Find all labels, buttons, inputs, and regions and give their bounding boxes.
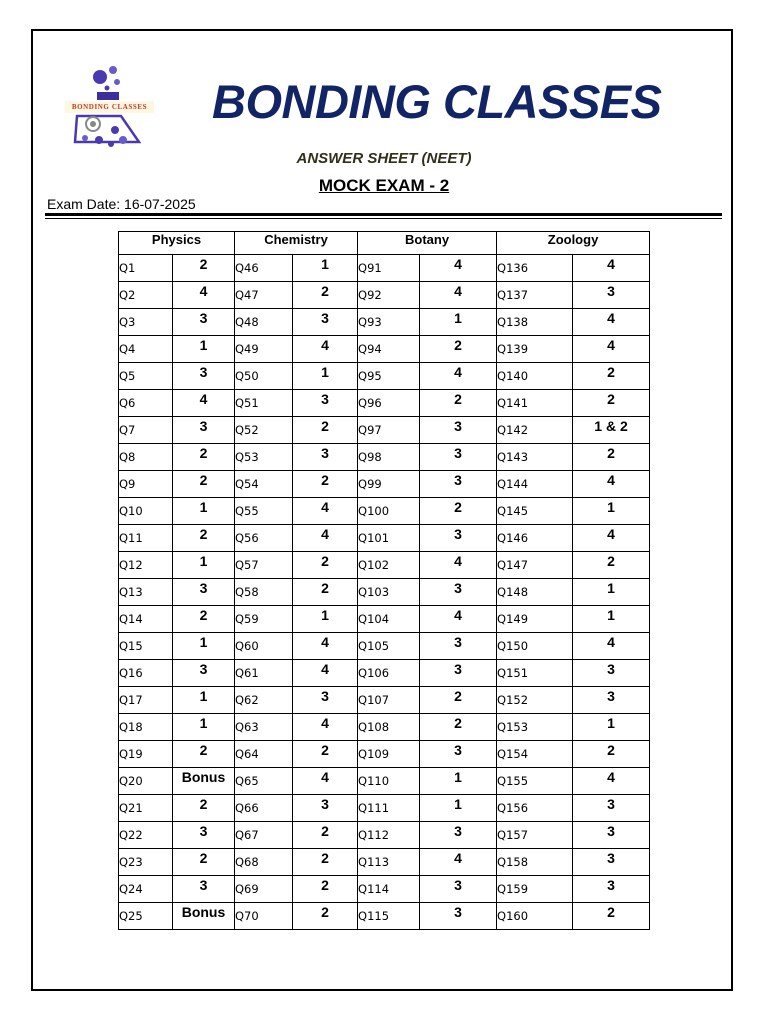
exam-title: MOCK EXAM - 2 [318,176,450,195]
subject-header-row [119,232,650,255]
question-number: Q60 [235,633,293,660]
answer-key: 1 [173,687,235,714]
answer-key: 3 [573,795,650,822]
question-number: Q110 [358,768,420,795]
answer-key: 1 [293,255,358,282]
question-number: Q147 [497,552,573,579]
table-row [119,444,650,471]
question-number: Q115 [358,903,420,930]
question-number: Q56 [235,525,293,552]
question-number: Q48 [235,309,293,336]
answer-key: 1 [293,606,358,633]
answer-key: 3 [420,525,497,552]
question-number: Q142 [497,417,573,444]
answer-key: 3 [420,741,497,768]
answer-key: 4 [420,255,497,282]
question-number: Q21 [119,795,173,822]
table-row [119,282,650,309]
answer-key: 2 [573,390,650,417]
question-number: Q138 [497,309,573,336]
question-number: Q2 [119,282,173,309]
question-number: Q92 [358,282,420,309]
answer-key: 2 [573,552,650,579]
exam-date: Exam Date: 16-07-2025 [47,196,196,212]
table-row [119,417,650,444]
question-number: Q17 [119,687,173,714]
answer-key: 1 [420,768,497,795]
answer-key: 4 [573,768,650,795]
question-number: Q140 [497,363,573,390]
question-number: Q67 [235,822,293,849]
question-number: Q68 [235,849,293,876]
table-row [119,471,650,498]
answer-key: 2 [173,741,235,768]
answer-sheet-subtitle: ANSWER SHEET (NEET) [296,150,472,167]
answer-key: 3 [173,660,235,687]
question-number: Q136 [497,255,573,282]
question-number: Q3 [119,309,173,336]
question-number: Q107 [358,687,420,714]
question-number: Q149 [497,606,573,633]
answer-key: 2 [173,795,235,822]
question-number: Q98 [358,444,420,471]
question-number: Q93 [358,309,420,336]
question-number: Q159 [497,876,573,903]
answer-key: 2 [420,336,497,363]
question-number: Q53 [235,444,293,471]
question-number: Q104 [358,606,420,633]
answer-key: 1 [573,498,650,525]
answer-key: 4 [573,255,650,282]
answer-key: 2 [293,849,358,876]
question-number: Q91 [358,255,420,282]
answer-key: 4 [173,282,235,309]
answer-key: 2 [293,876,358,903]
answer-key: 2 [573,363,650,390]
answer-key: 3 [420,471,497,498]
table-row [119,903,650,930]
answer-key: 2 [173,849,235,876]
answer-key: 2 [293,552,358,579]
answer-key: 3 [420,822,497,849]
question-number: Q113 [358,849,420,876]
answer-key: 1 [420,795,497,822]
answer-key: 1 [293,363,358,390]
question-number: Q63 [235,714,293,741]
answer-key: 4 [293,498,358,525]
answer-key: 1 [573,714,650,741]
answer-key: 3 [293,795,358,822]
answer-key: 3 [573,876,650,903]
question-number: Q57 [235,552,293,579]
question-number: Q5 [119,363,173,390]
answer-key: 4 [420,606,497,633]
question-number: Q144 [497,471,573,498]
question-number: Q102 [358,552,420,579]
question-number: Q155 [497,768,573,795]
question-number: Q66 [235,795,293,822]
answer-key: 4 [573,525,650,552]
question-number: Q148 [497,579,573,606]
answer-key: 1 [573,606,650,633]
question-number: Q1 [119,255,173,282]
question-number: Q95 [358,363,420,390]
table-row [119,795,650,822]
answer-key: 3 [573,660,650,687]
answer-key: 4 [293,336,358,363]
table-row [119,822,650,849]
question-number: Q101 [358,525,420,552]
answer-key: 3 [420,903,497,930]
answer-key: 4 [573,471,650,498]
answer-key: 3 [420,876,497,903]
brand-title: BONDING CLASSES [212,75,662,128]
question-number: Q19 [119,741,173,768]
answer-key: 2 [293,282,358,309]
question-number: Q22 [119,822,173,849]
answer-key: 2 [293,579,358,606]
question-number: Q7 [119,417,173,444]
answer-key: 2 [420,498,497,525]
answer-key: 3 [573,849,650,876]
question-number: Q146 [497,525,573,552]
answer-key: 2 [420,390,497,417]
question-number: Q15 [119,633,173,660]
question-number: Q99 [358,471,420,498]
answer-key: 4 [293,714,358,741]
question-number: Q50 [235,363,293,390]
question-number: Q10 [119,498,173,525]
answer-key: 3 [420,633,497,660]
question-number: Q112 [358,822,420,849]
answer-key: 3 [173,309,235,336]
subject-header: Physics [119,232,235,255]
question-number: Q47 [235,282,293,309]
subject-header: Chemistry [235,232,358,255]
answer-key: 4 [293,633,358,660]
question-number: Q46 [235,255,293,282]
answer-key: 4 [420,363,497,390]
answer-key: 3 [173,876,235,903]
question-number: Q55 [235,498,293,525]
question-number: Q111 [358,795,420,822]
question-number: Q51 [235,390,293,417]
question-number: Q58 [235,579,293,606]
answer-key: 4 [573,633,650,660]
answer-table-body [119,255,650,930]
question-number: Q106 [358,660,420,687]
question-number: Q100 [358,498,420,525]
answer-key: 2 [293,903,358,930]
answer-key: 2 [173,606,235,633]
question-number: Q20 [119,768,173,795]
question-number: Q64 [235,741,293,768]
answer-key: 4 [293,768,358,795]
question-number: Q11 [119,525,173,552]
question-number: Q152 [497,687,573,714]
answer-key: 3 [293,444,358,471]
answer-key: 4 [420,282,497,309]
question-number: Q137 [497,282,573,309]
table-row [119,525,650,552]
question-number: Q154 [497,741,573,768]
answer-key: 3 [420,444,497,471]
answer-key: 3 [293,390,358,417]
question-number: Q139 [497,336,573,363]
answer-key: 3 [420,579,497,606]
answer-key: 1 [173,714,235,741]
table-row [119,255,650,282]
answer-key: Bonus [173,768,235,795]
logo-text: BONDING CLASSES [65,101,154,113]
question-number: Q8 [119,444,173,471]
answer-key: 4 [293,525,358,552]
table-row [119,714,650,741]
table-row [119,633,650,660]
table-row [119,606,650,633]
answer-key: 2 [173,525,235,552]
table-row [119,741,650,768]
answer-key: 4 [293,660,358,687]
table-row [119,660,650,687]
question-number: Q145 [497,498,573,525]
answer-key: 3 [173,363,235,390]
question-number: Q153 [497,714,573,741]
answer-key: 2 [293,822,358,849]
question-number: Q103 [358,579,420,606]
table-row [119,768,650,795]
table-row [119,876,650,903]
answer-key: 1 & 2 [573,417,650,444]
answer-key: 2 [173,255,235,282]
table-row [119,309,650,336]
question-number: Q108 [358,714,420,741]
answer-key: 2 [573,741,650,768]
question-number: Q62 [235,687,293,714]
answer-key: 3 [573,687,650,714]
question-number: Q94 [358,336,420,363]
answer-key: 2 [293,417,358,444]
answer-table [118,231,650,930]
question-number: Q70 [235,903,293,930]
question-number: Q9 [119,471,173,498]
question-number: Q109 [358,741,420,768]
question-number: Q54 [235,471,293,498]
answer-key: 3 [573,822,650,849]
answer-key: 1 [173,633,235,660]
answer-key: 2 [573,444,650,471]
answer-key: 4 [420,849,497,876]
answer-key: 3 [173,822,235,849]
table-row [119,552,650,579]
question-number: Q141 [497,390,573,417]
answer-key: 3 [293,687,358,714]
answer-key: 2 [293,741,358,768]
answer-key: 3 [173,579,235,606]
question-number: Q150 [497,633,573,660]
question-number: Q156 [497,795,573,822]
question-number: Q12 [119,552,173,579]
question-number: Q69 [235,876,293,903]
answer-key: 4 [573,336,650,363]
question-number: Q151 [497,660,573,687]
question-number: Q65 [235,768,293,795]
question-number: Q114 [358,876,420,903]
question-number: Q18 [119,714,173,741]
table-row [119,579,650,606]
question-number: Q16 [119,660,173,687]
table-row [119,390,650,417]
answer-key: 3 [420,417,497,444]
question-number: Q143 [497,444,573,471]
answer-key: 3 [173,417,235,444]
answer-key: 3 [293,309,358,336]
answer-key: Bonus [173,903,235,930]
question-number: Q14 [119,606,173,633]
logo [55,62,160,154]
question-number: Q59 [235,606,293,633]
question-number: Q97 [358,417,420,444]
divider-thick [45,213,722,216]
answer-key: 2 [173,444,235,471]
question-number: Q6 [119,390,173,417]
question-number: Q4 [119,336,173,363]
question-number: Q160 [497,903,573,930]
subject-header: Botany [358,232,497,255]
question-number: Q96 [358,390,420,417]
question-number: Q157 [497,822,573,849]
question-number: Q13 [119,579,173,606]
question-number: Q158 [497,849,573,876]
divider-thin [45,218,722,219]
question-number: Q52 [235,417,293,444]
answer-key: 1 [173,498,235,525]
question-number: Q23 [119,849,173,876]
answer-key: 3 [420,660,497,687]
answer-key: 1 [173,336,235,363]
answer-key: 4 [420,552,497,579]
question-number: Q24 [119,876,173,903]
table-row [119,336,650,363]
answer-key: 2 [173,471,235,498]
question-number: Q25 [119,903,173,930]
answer-key: 2 [420,714,497,741]
table-row [119,687,650,714]
answer-key: 1 [573,579,650,606]
answer-key: 3 [573,282,650,309]
question-number: Q61 [235,660,293,687]
answer-key: 4 [173,390,235,417]
answer-key: 1 [420,309,497,336]
answer-key: 4 [573,309,650,336]
table-row [119,849,650,876]
table-row [119,498,650,525]
answer-key: 1 [173,552,235,579]
question-number: Q49 [235,336,293,363]
question-number: Q105 [358,633,420,660]
answer-key: 2 [293,471,358,498]
subject-header: Zoology [497,232,650,255]
answer-key: 2 [573,903,650,930]
answer-key: 2 [420,687,497,714]
table-row [119,363,650,390]
